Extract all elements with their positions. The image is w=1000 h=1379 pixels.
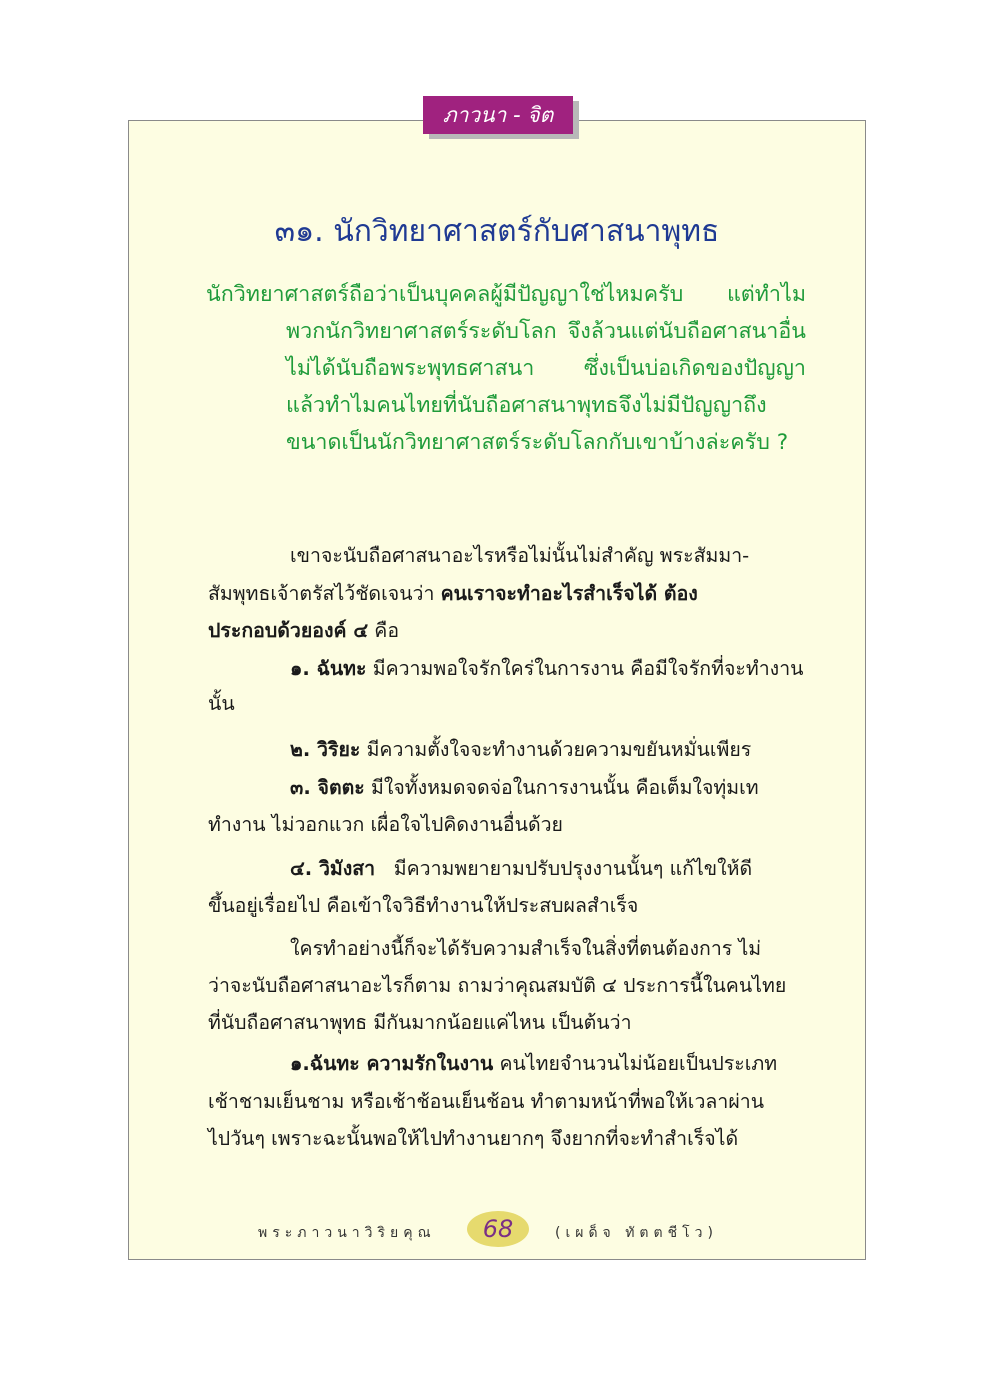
body-line: ไปวันๆ เพราะฉะนั้นพอให้ไปทำงานยากๆ จึงยากที่จะทำสำเร็จได้ bbox=[208, 1127, 739, 1150]
body-line: ใครทำอย่างนี้ก็จะได้รับความสำเร็จในสิ่งที่ตนต้องการ ไม่ bbox=[290, 937, 762, 960]
list-item: ๒. วิริยะ มีความตั้งใจจะทำงานด้วยความขยันหมั่นเพียร bbox=[290, 738, 752, 761]
body-line: ประกอบด้วยองค์ ๔ คือ bbox=[208, 619, 400, 642]
list-item: ๑. ฉันทะ มีความพอใจรักใคร่ในการงาน คือมีใจรักที่จะทำงาน bbox=[290, 657, 804, 680]
question-text: นักวิทยาศาสตร์ถือว่าเป็นบุคคลผู้มีปัญญาใช่ไหมครับ แต่ทำไม พวกนักวิทยาศาสตร์ระดับโลก จึงล้วนแต่นับถือศาสนาอื่น ไม่ได้นับถือพระพุทธศาสนา ซึ่งเป็นบ่อเกิดของปัญญา แล้วทำไมคนไทยที่นับถือศาสนาพุทธจึงไม่มีปัญญาถึงขนาดเป็นนักวิทยาศาสตร์ระดับโลกกับเขาบ้างล่ะครับ ? bbox=[206, 282, 806, 455]
body-line: ที่นับถือศาสนาพุทธ มีกันมากน้อยแค่ไหน เป็นต้นว่า bbox=[208, 1011, 632, 1034]
footer-author: (เผด็จ ทัตตชีโว) bbox=[555, 1225, 718, 1241]
list-item: ๓. จิตตะ มีใจทั้งหมดจดจ่อในการงานนั้น คือเต็มใจทุ่มเท bbox=[290, 776, 759, 799]
list-item: ๔. วิมังสา มีความพยายามปรับปรุงงานนั้นๆ แก้ไขให้ดี bbox=[290, 857, 753, 880]
footer-book-title: พระภาวนาวิริยคุณ bbox=[258, 1225, 436, 1241]
body-line: เขาจะนับถือศาสนาอะไรหรือไม่นั้นไม่สำคัญ พระสัมมา- bbox=[290, 544, 750, 567]
chapter-title: ๓๑. นักวิทยาศาสตร์กับศาสนาพุทธ bbox=[274, 214, 720, 249]
body-line: ขึ้นอยู่เรื่อยไป คือเข้าใจวิธีทำงานให้ประสบผลสำเร็จ bbox=[208, 894, 639, 917]
body-line: ทำงาน ไม่วอกแวก เผื่อใจไปคิดงานอื่นด้วย bbox=[208, 813, 563, 836]
body-line: เช้าชามเย็นชาม หรือเช้าช้อนเย็นช้อน ทำตามหน้าที่พอให้เวลาผ่าน bbox=[208, 1090, 765, 1113]
body-line: นั้น bbox=[208, 692, 235, 715]
body-line: ว่าจะนับถือศาสนาอะไรก็ตาม ถามว่าคุณสมบัติ ๔ ประการนี้ในคนไทย bbox=[208, 974, 787, 997]
body-line: สัมพุทธเจ้าตรัสไว้ชัดเจนว่า คนเราจะทำอะไรสำเร็จได้ ต้อง bbox=[208, 582, 698, 605]
header-tab: ภาวนา - จิต bbox=[423, 96, 573, 134]
body-line: ๑.ฉันทะ ความรักในงาน คนไทยจำนวนไม่น้อยเป็นประเภท bbox=[290, 1052, 778, 1075]
page-number: 68 bbox=[467, 1211, 529, 1247]
